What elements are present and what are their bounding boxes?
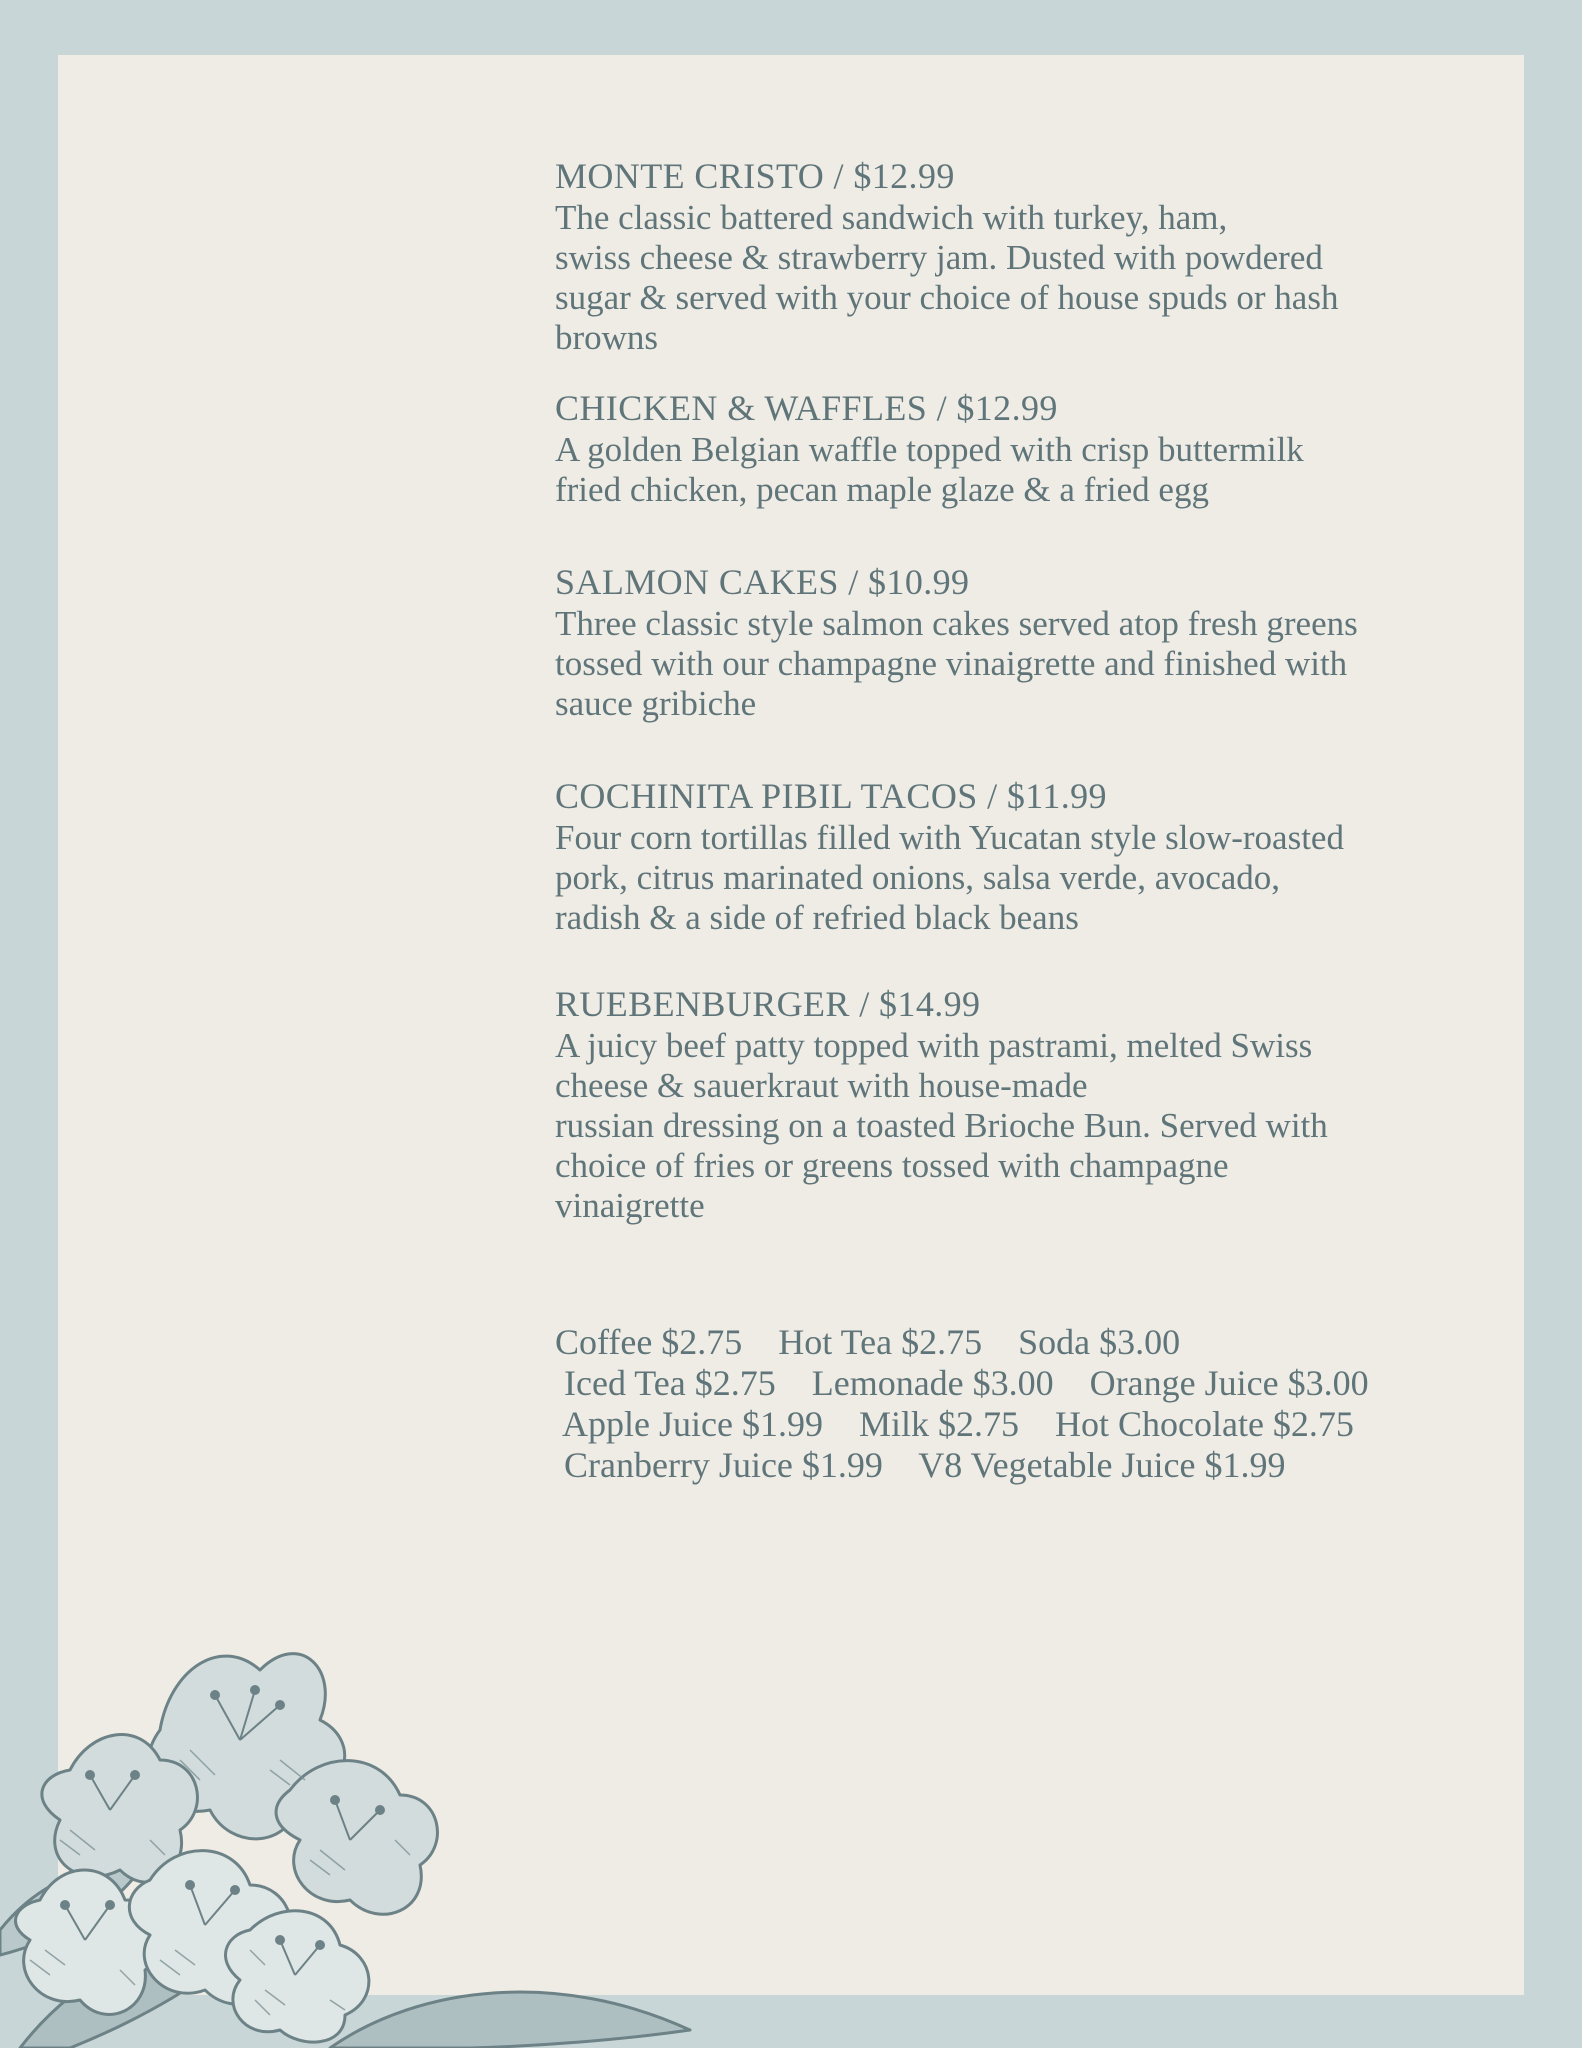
drinks-line: Coffee $2.75 Hot Tea $2.75 Soda $3.00 — [555, 1322, 1181, 1362]
drinks-line: Apple Juice $1.99 Milk $2.75 Hot Chocolate $2.75 — [555, 1404, 1354, 1444]
item-title: COCHINITA PIBIL TACOS / $11.99 — [555, 776, 1107, 816]
menu-item-chicken-waffles — [555, 386, 1455, 510]
item-title: MONTE CRISTO / $12.99 — [555, 156, 955, 196]
menu-item-salmon-cakes — [555, 560, 1455, 724]
menu-item-monte-cristo — [555, 154, 1455, 358]
menu-item-ruebenburger — [555, 982, 1455, 1226]
item-description: Three classic style salmon cakes served atop fresh greens tossed with our champagne vinaigrette and finished with sauce gribiche — [555, 604, 1358, 723]
item-description: A juicy beef patty topped with pastrami, melted Swiss cheese & sauerkraut with house-made russian dressing on a toasted Brioche Bun. Served with choice of fries or greens tossed with champagne vinaigrette — [555, 1026, 1328, 1225]
item-title: RUEBENBURGER / $14.99 — [555, 984, 981, 1024]
item-title: CHICKEN & WAFFLES / $12.99 — [555, 388, 1058, 428]
menu-item-cochinita-pibil-tacos — [555, 774, 1455, 938]
item-description: The classic battered sandwich with turkey, ham, swiss cheese & strawberry jam. Dusted with powdered sugar & served with your choice of house spuds or hash browns — [555, 198, 1339, 357]
item-description: Four corn tortillas filled with Yucatan style slow-roasted pork, citrus marinated onions, salsa verde, avocado, radish & a side of refried black beans — [555, 818, 1344, 937]
menu-content — [555, 154, 1455, 1486]
drinks-line: Cranberry Juice $1.99 V8 Vegetable Juice $1.99 — [555, 1445, 1286, 1485]
floral-illustration-icon — [0, 1610, 700, 2048]
item-title: SALMON CAKES / $10.99 — [555, 562, 970, 602]
drinks-list — [555, 1322, 1455, 1486]
item-description: A golden Belgian waffle topped with crisp buttermilk fried chicken, pecan maple glaze & a fried egg — [555, 430, 1304, 509]
drinks-line: Iced Tea $2.75 Lemonade $3.00 Orange Juice $3.00 — [555, 1363, 1369, 1403]
